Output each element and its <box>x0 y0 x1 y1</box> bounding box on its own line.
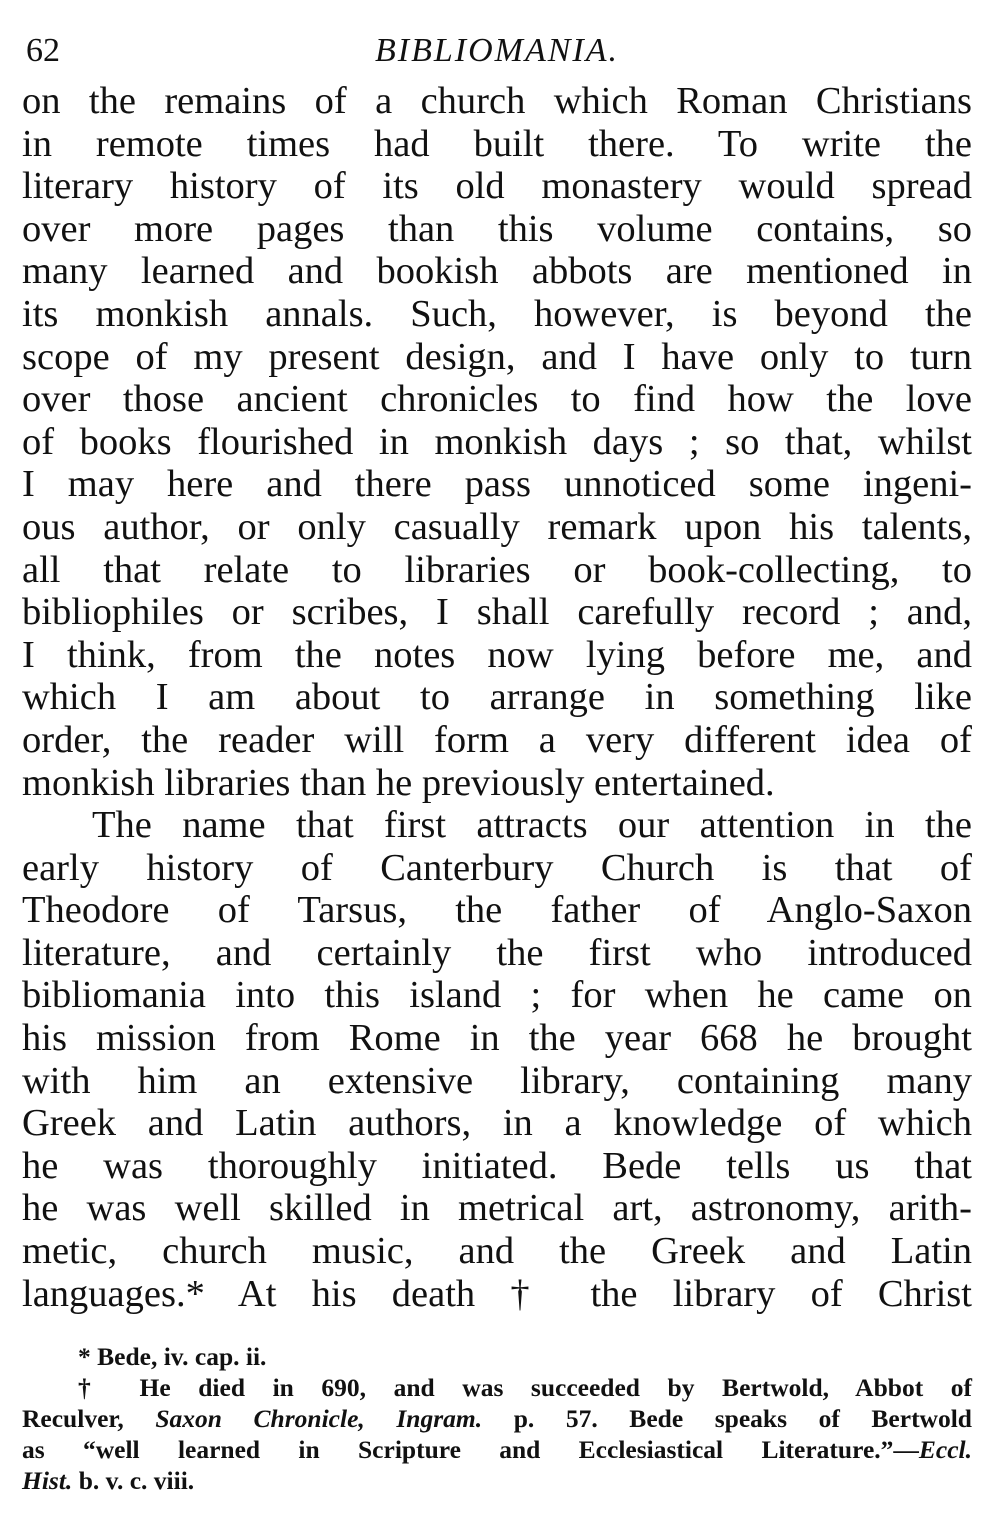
body-line: in remote times had built there. To write the <box>22 122 972 165</box>
footnote-text: p. 57. Bede speaks of Bertwold <box>513 1404 972 1434</box>
footnote-2-line <box>22 1434 972 1465</box>
body-line: its monkish annals. Such, however, is beyond the <box>22 292 972 335</box>
body-line: over more pages than this volume contains, so <box>22 207 972 250</box>
body-line: bibliomania into this island ; for when he came on <box>22 974 972 1017</box>
body-line: I may here and there pass unnoticed some ingeni- <box>22 463 972 506</box>
body-line: Greek and Latin authors, in a knowledge of which <box>22 1102 972 1145</box>
body-line: bibliophiles or scribes, I shall carefully record ; and, <box>22 591 972 634</box>
body-line: metic, church music, and the Greek and Latin <box>22 1230 972 1273</box>
body-line: early history of Canterbury Church is that of <box>22 846 972 889</box>
footnote-1: * Bede, iv. cap. ii. <box>78 1342 267 1372</box>
footnote-citation: Hist. <box>22 1466 73 1496</box>
body-line: on the remains of a church which Roman Christians <box>22 80 972 122</box>
body-line: he was well skilled in metrical art, astronomy, arith- <box>22 1187 972 1230</box>
body-line: over those ancient chronicles to find how the love <box>22 378 972 421</box>
running-title: BIBLIOMANIA. <box>374 32 619 69</box>
body-line: order, the reader will form a very different idea of <box>22 718 972 761</box>
footnotes <box>22 1341 972 1496</box>
footnote-citation: Eccl. <box>918 1435 972 1465</box>
body-text <box>22 80 972 1315</box>
paragraph-start-line: The name that first attracts our attention in the <box>92 804 972 847</box>
page-number: 62 <box>26 32 60 69</box>
footnote-citation: Saxon Chronicle, Ingram. <box>155 1404 483 1434</box>
footnote-text: as “well learned in Scripture and Ecclesiastical Literature.”— <box>22 1435 919 1465</box>
body-line: of books flourished in monkish days ; so that, whilst <box>22 420 972 463</box>
body-line: many learned and bookish abbots are mentioned in <box>22 250 972 293</box>
page-header <box>22 24 972 78</box>
footnote-text: Reculver, <box>22 1404 124 1434</box>
footnote-text: b. v. c. viii. <box>78 1466 195 1496</box>
footnote-2-line <box>22 1403 972 1434</box>
body-line: scope of my present design, and I have only to turn <box>22 335 972 378</box>
body-line: ous author, or only casually remark upon his talents, <box>22 505 972 548</box>
book-page <box>22 24 972 1504</box>
body-line: I think, from the notes now lying before me, and <box>22 633 972 676</box>
body-line: literary history of its old monastery would spread <box>22 165 972 208</box>
body-line: Theodore of Tarsus, the father of Anglo-Saxon <box>22 889 972 932</box>
footnote-2-line <box>22 1465 972 1496</box>
body-line: literature, and certainly the first who introduced <box>22 931 972 974</box>
body-line: with him an extensive library, containing many <box>22 1059 972 1102</box>
body-line: languages.* At his death † the library of Christ <box>22 1272 972 1315</box>
body-line: all that relate to libraries or book-collecting, to <box>22 548 972 591</box>
body-line: he was thoroughly initiated. Bede tells us that <box>22 1144 972 1187</box>
body-line: his mission from Rome in the year 668 he brought <box>22 1017 972 1060</box>
body-line: which I am about to arrange in something like <box>22 676 972 719</box>
footnote-2-line: † He died in 690, and was succeeded by Bertwold, Abbot of <box>78 1373 972 1403</box>
body-line: monkish libraries than he previously entertained. <box>22 761 775 804</box>
